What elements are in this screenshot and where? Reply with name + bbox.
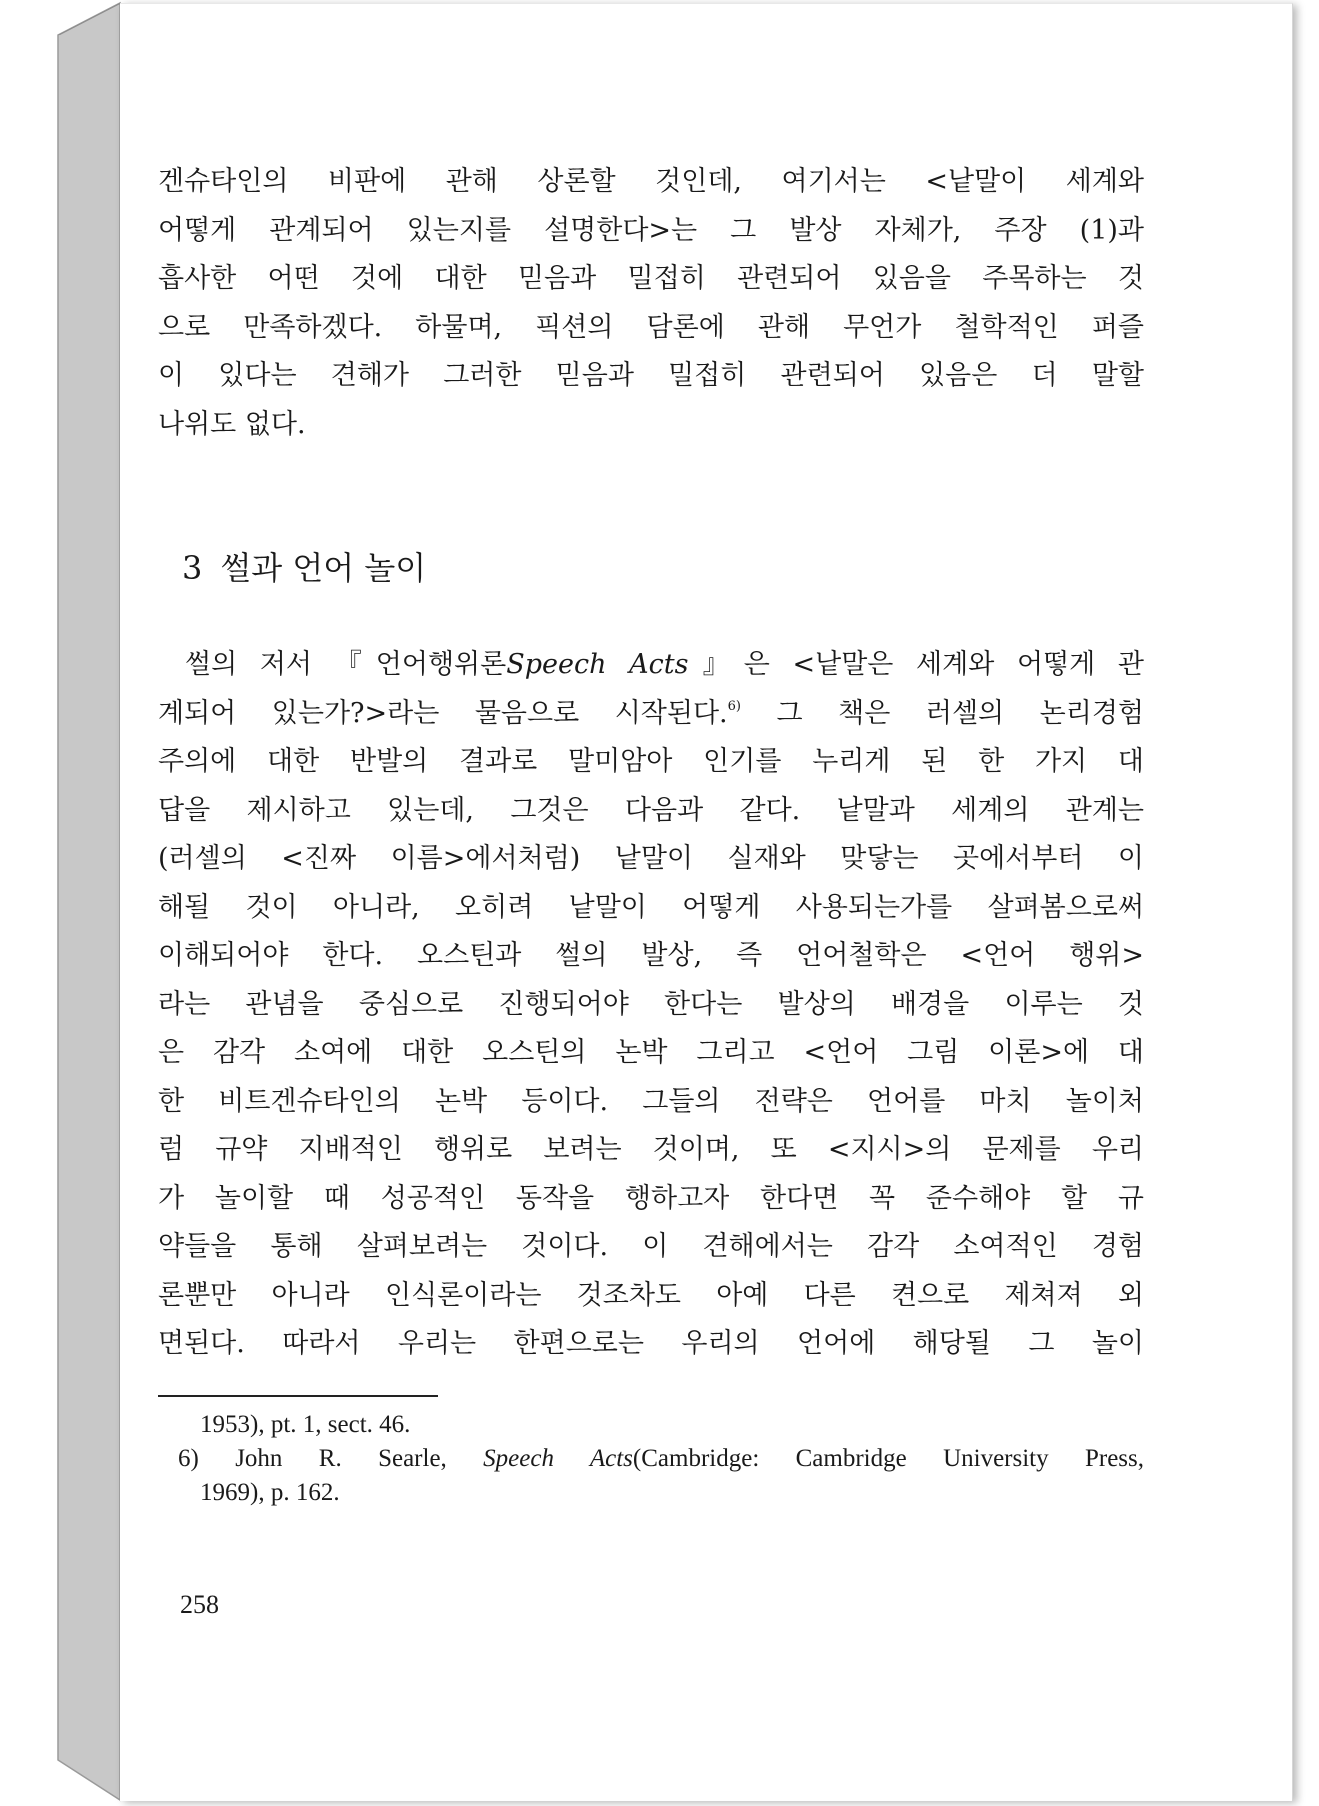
page-number: 258 xyxy=(180,1590,219,1619)
book-title-italic: Speech Acts xyxy=(506,649,689,680)
text-line: 은 감각 소여에 대한 오스틴의 논박 그리고 <언어 그림 이론>에 대 xyxy=(158,1037,1144,1068)
text-line: 흡사한 어떤 것에 대한 믿음과 밀접히 관련되어 있음을 주목하는 것 xyxy=(158,263,1144,294)
text-line: 주의에 대한 반발의 결과로 말미암아 인기를 누리게 된 한 가지 대 xyxy=(158,746,1144,777)
footnote-6 xyxy=(178,1442,1144,1476)
text-line: 해될 것이 아니라, 오히려 낱말이 어떻게 사용되는가를 살펴봄으로써 xyxy=(158,891,1144,923)
text-line: 가 놀이할 때 성공적인 동작을 행하고자 한다면 꼭 준수해야 할 규 xyxy=(158,1182,1144,1214)
text-line: 겐슈타인의 비판에 관해 상론할 것인데, 여기서는 <낱말이 세계와 xyxy=(158,166,1144,197)
text-line: 라는 관념을 중심으로 진행되어야 한다는 발상의 배경을 이루는 것 xyxy=(158,988,1144,1020)
text-run: 썰의 저서 『언어행위론 xyxy=(185,649,507,680)
text-line: 답을 제시하고 있는데, 그것은 다음과 같다. 낱말과 세계의 관계는 xyxy=(158,794,1144,826)
text-line: 면된다. 따라서 우리는 한편으로는 우리의 언어에 해당될 그 놀이 xyxy=(158,1328,1144,1359)
footnote-divider xyxy=(158,1395,438,1397)
text-line xyxy=(158,641,1144,690)
text-run: 계되어 있는가?>라는 물음으로 시작된다. xyxy=(158,697,728,729)
footnotes xyxy=(178,1408,1144,1510)
text-line: 약들을 통해 살펴보려는 것이다. 이 견해에서는 감각 소여적인 경험 xyxy=(158,1231,1144,1262)
text-line: (러셀의 <진짜 이름>에서처럼) 낱말이 실재와 맞닿는 곳에서부터 이 xyxy=(158,843,1144,874)
spine-face xyxy=(58,3,120,1800)
text-line: 한 비트겐슈타인의 논박 등이다. 그들의 전략은 언어를 마치 놀이처 xyxy=(158,1085,1144,1117)
text-line: 럼 규약 지배적인 행위로 보려는 것이며, 또 <지시>의 문제를 우리 xyxy=(158,1134,1144,1165)
text-line: 어떻게 관계되어 있는지를 설명한다>는 그 발상 자체가, 주장 (1)과 xyxy=(158,214,1144,246)
text-line: 이 있다는 견해가 그러한 믿음과 밀접히 관련되어 있음은 더 말할 xyxy=(158,360,1144,391)
text-line: 이해되어야 한다. 오스틴과 썰의 발상, 즉 언어철학은 <언어 행위> xyxy=(158,940,1144,971)
text-run: John R. Searle, xyxy=(235,1445,484,1472)
text-line: 나위도 없다. xyxy=(158,408,306,440)
footnote-marker: 6) xyxy=(178,1445,199,1472)
section-number: 3 xyxy=(182,549,203,587)
book-title-italic: Speech Acts xyxy=(483,1445,633,1472)
paragraph-2 xyxy=(158,641,1144,1369)
text-line: 으로 만족하겠다. 하물며, 픽션의 담론에 관해 무언가 철학적인 퍼즐 xyxy=(158,311,1144,343)
text-run: 그 책은 러셀의 논리경험 xyxy=(740,697,1144,729)
footnote-ref-6: 6) xyxy=(727,698,741,714)
section-heading xyxy=(182,543,426,589)
footnote-6-cont: 1969), p. 162. xyxy=(200,1479,340,1506)
text-line xyxy=(158,690,1144,739)
paragraph-1 xyxy=(158,158,1144,449)
footnote-continued: 1953), pt. 1, sect. 46. xyxy=(200,1411,411,1438)
text-run: 』은 <낱말은 세계와 어떻게 관 xyxy=(688,649,1144,680)
text-line: 론뿐만 아니라 인식론이라는 것조차도 아예 다른 켠으로 제쳐져 외 xyxy=(158,1279,1144,1311)
section-title: 썰과 언어 놀이 xyxy=(220,549,427,587)
text-run: (Cambridge: Cambridge University Press, xyxy=(632,1445,1145,1472)
